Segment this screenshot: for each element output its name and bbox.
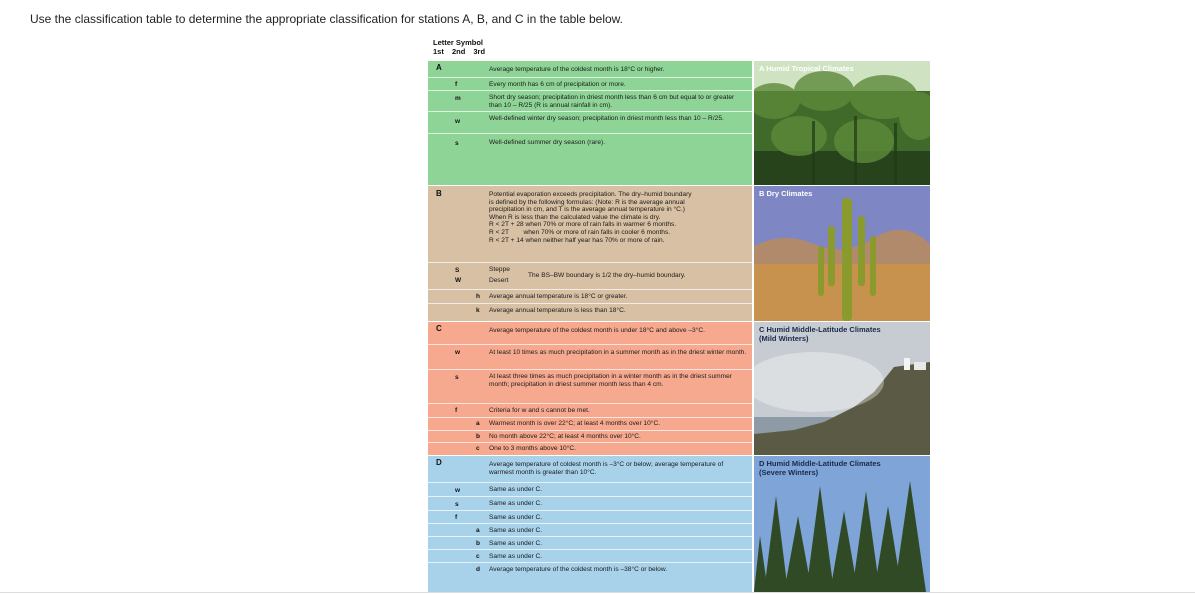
table-row [428,186,752,262]
table-row [428,510,752,524]
symbol-s: s [455,374,459,381]
symbol-f: f [455,81,458,88]
dry-line: Potential evaporation exceeds precipitation. The dry–humid boundary [489,191,692,198]
table-row [428,303,752,322]
table-row [428,289,752,304]
row-desc: At least three times as much precipitation in a winter month as in the driest summer month; precipitation in driest summer month less than 4 cm. [489,373,732,388]
row-desc: Well-defined summer dry season (rare). [489,139,606,146]
dry-line: R < 2T when 70% or more of rain falls in cooler 6 months. [489,228,671,236]
table-row [428,562,752,593]
symbol-S: S [455,267,460,274]
table-row [428,456,752,482]
caption-c-line1: C Humid Middle-Latitude Climates [759,325,881,334]
group-a [428,61,752,186]
dry-boundary-text [489,191,747,244]
caption-d [759,460,881,477]
symbol-s: s [455,501,459,508]
caption-a: A Humid Tropical Climates [759,64,854,73]
symbol-d: D [436,458,442,467]
row-desc: Same as under C. [489,540,543,547]
dry-line: precipitation in cm, and T is the average annual temperature in °C.) [489,206,685,214]
col-3rd: 3rd [473,47,486,56]
symbol-c: c [476,553,480,560]
photo-humid-tropical [754,61,930,185]
table-row [428,111,752,134]
climate-photos [754,61,930,592]
letter-symbol-header [433,38,491,56]
symbol-d-sub: d [476,566,480,573]
photo-mild-winters [754,322,930,455]
table-row [428,536,752,550]
symbol-W: W [455,277,462,284]
group-c [428,322,752,456]
letter-symbol-title: Letter Symbol [433,38,484,47]
table-row [428,417,752,431]
row-desc: Short dry season; precipitation in driest month less than 6 cm but equal to or greater than 10 – R/25 (R is annual rainfall in cm). [489,94,735,109]
tropical-forest-image [754,61,930,185]
row-desc: Same as under C. [489,500,543,507]
photo-dry [754,186,930,321]
symbol-columns [433,47,491,56]
table-row [428,262,752,290]
desert-label: Desert [489,277,509,284]
row-desc: Criteria for w and s cannot be met. [489,407,590,414]
symbol-w: w [455,487,461,494]
symbol-a: a [476,527,480,534]
row-desc: Average temperature of the coldest month is under 18°C and above –3°C. [489,327,705,334]
row-desc: At least 10 times as much precipitation in a summer month as in the driest winter month. [489,349,747,356]
table-row [428,549,752,563]
table-row [428,133,752,186]
col-2nd: 2nd [451,47,466,56]
symbol-w: w [455,118,461,125]
caption-d-line1: D Humid Middle-Latitude Climates [759,459,881,468]
row-desc: Same as under C. [489,527,543,534]
symbol-s: s [455,140,459,147]
row-desc: Average temperature of the coldest month is 18°C or higher. [489,66,665,73]
group-b [428,186,752,322]
symbol-b: b [476,433,480,440]
row-desc: Warmest month is over 22°C; at least 4 months over 10°C. [489,420,661,427]
table-row [428,442,752,456]
dry-line: When R is less than the calculated value the climate is dry. [489,213,661,221]
row-desc: Every month has 6 cm of precipitation or more. [489,81,626,88]
table-row [428,496,752,511]
row-desc: Same as under C. [489,553,543,560]
dry-line: R < 2T + 28 when 70% or more of rain falls in warmer 6 months. [489,221,677,229]
caption-c-line2: (Mild Winters) [759,333,809,343]
row-desc: Average annual temperature is less than 18°C. [489,307,626,314]
row-desc: Well-defined winter dry season; precipitation in driest month less than 10 – R/25. [489,115,724,122]
table-row [428,322,752,344]
row-desc: Same as under C. [489,514,543,521]
table-row [428,403,752,418]
symbol-w: w [455,349,461,356]
row-desc: One to 3 months above 10°C. [489,445,576,452]
classification-table [428,61,752,592]
symbol-c-sub: c [476,445,480,452]
caption-d-line2: (Severe Winters) [759,467,819,477]
table-row [428,77,752,91]
caption-c [759,326,881,343]
table-row [428,90,752,112]
symbol-a: a [476,420,480,427]
symbol-k: k [476,307,480,314]
symbol-h: h [476,293,480,300]
row-desc: Same as under C. [489,486,543,493]
symbol-f: f [455,407,458,414]
photo-severe-winters [754,456,930,592]
symbol-b: B [436,189,442,198]
dry-line: R < 2T + 14 when neither half year has 70% or more of rain. [489,236,665,244]
table-row [428,344,752,370]
symbol-m: m [455,95,461,102]
question-text: Use the classification table to determine the appropriate classification for stations A, B, and C in the table below. [30,12,623,26]
page-bottom-divider [0,592,1195,593]
row-desc: Average temperature of the coldest month is –38°C or below. [489,566,668,573]
row-desc: Average temperature of coldest month is –3°C or below; average temperature of warmest month is greater than 10°C. [489,461,724,476]
symbol-a: A [436,63,442,72]
row-desc: No month above 22°C; at least 4 months over 10°C. [489,433,641,440]
table-row [428,369,752,404]
bs-bw-boundary: The BS–BW boundary is 1/2 the dry–humid boundary. [528,272,686,279]
dry-line: is defined by the following formulas: (Note: R is the average annual [489,198,685,206]
symbol-f: f [455,514,458,521]
row-desc: Average annual temperature is 18°C or greater. [489,293,628,300]
col-1st: 1st [433,47,444,56]
symbol-c: C [436,324,442,333]
caption-b: B Dry Climates [759,189,813,198]
steppe-label: Steppe [489,266,510,273]
table-row [428,61,752,77]
symbol-b: b [476,540,480,547]
desert-cactus-image [754,186,930,321]
table-row [428,482,752,497]
table-row [428,523,752,537]
group-d [428,456,752,593]
